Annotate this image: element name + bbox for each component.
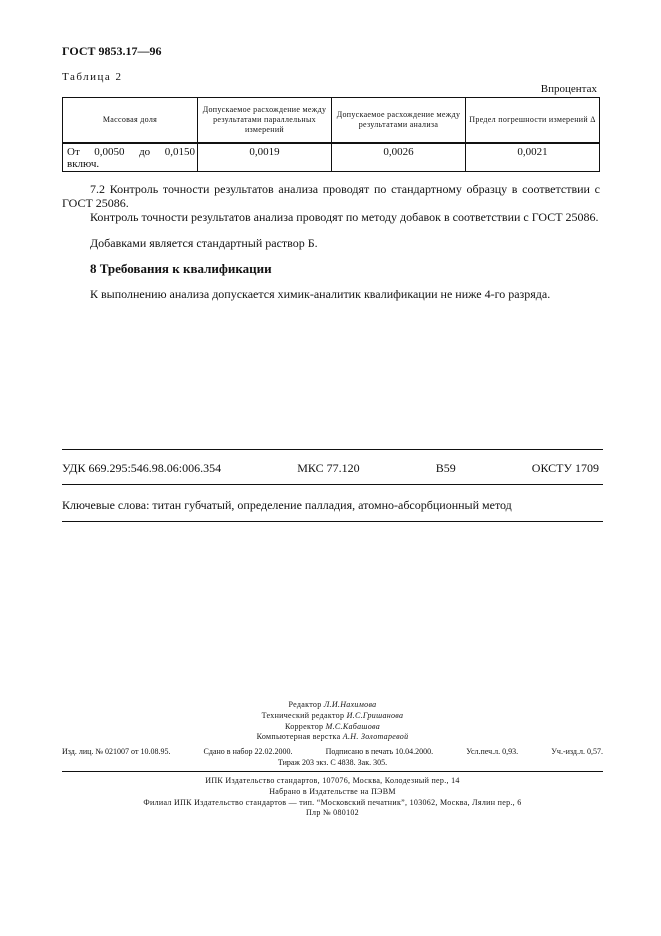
column-header: Предел погрешности измерений Δ: [466, 98, 600, 144]
publisher-address: ИПК Издательство стандартов, 107076, Москва, Колодезный пер., 14: [205, 776, 460, 785]
tolerance-table: [62, 97, 600, 172]
divider: [62, 449, 603, 450]
typeset-note: Набрано в Издательстве на ПЭВМ: [269, 787, 396, 796]
table-header-row: [63, 98, 600, 144]
divider: [62, 771, 603, 772]
classification-row: [62, 461, 599, 476]
print-run: Тираж 203 экз. С 4838. Зак. 305.: [277, 758, 388, 767]
paragraph-qualification: К выполнению анализа допускается химик-аналитик квалификации не ниже 4-го разряда.: [90, 287, 551, 301]
divider: [62, 521, 603, 522]
okstu-code: ОКСТУ 1709: [531, 461, 599, 475]
divider: [62, 484, 603, 485]
branch-address: Филиал ИПК Издательство стандартов — тип. “Московский печатник”, 103062, Москва, Лялин пер., 6: [143, 798, 522, 807]
imprint-corrector: Корректор М.С.Кабашова: [284, 722, 381, 731]
range-from-word: От: [67, 146, 80, 158]
table-cell: 0,0026: [332, 143, 466, 172]
section-heading: 8 Требования к квалификации: [90, 261, 272, 276]
column-header: Допускаемое расхождение между результатами анализа: [332, 98, 466, 144]
column-header: Допускаемое расхождение между результатами параллельных измерений: [198, 98, 332, 144]
range-to-word: до: [139, 146, 151, 158]
row-label: [63, 143, 198, 172]
table-units: Впроцентах: [540, 83, 597, 95]
imprint-layout: Компьютерная верстка А.Н. Золотаревой: [256, 732, 409, 741]
udc-code: УДК 669.295:546.98.06:006.354: [62, 461, 222, 475]
paragraph-additives: Добавками является стандартный раствор Б.: [90, 236, 318, 250]
imprint-editor: Редактор Л.И.Нахимова: [288, 700, 377, 709]
table-cell: 0,0019: [198, 143, 332, 172]
paragraph-7-2: 7.2 Контроль точности результатов анализа проводят по стандартному образцу в соответствии с ГОСТ 25086.: [62, 182, 600, 210]
table-row: [63, 143, 600, 172]
imprint-tech-editor: Технический редактор И.С.Гришанова: [261, 711, 404, 720]
range-inclusive: включ.: [67, 158, 100, 170]
range-to-value: 0,0150: [164, 146, 195, 158]
document-code: ГОСТ 9853.17—96: [62, 44, 162, 58]
mks-code: МКС 77.120: [297, 461, 360, 475]
plr-number: Плр № 080102: [305, 808, 359, 817]
table-cell: 0,0021: [466, 143, 600, 172]
column-header: Массовая доля: [63, 98, 198, 144]
group-code: В59: [435, 461, 456, 475]
keywords: Ключевые слова: титан губчатый, определение палладия, атомно-абсорбционный метод: [62, 498, 512, 512]
table-caption: Таблица 2: [62, 71, 123, 83]
range-from-value: 0,0050: [94, 146, 125, 158]
publication-data: Изд. лиц. № 021007 от 10.08.95. Сдано в набор 22.02.2000. Подписано в печать 10.04.2000. Усл.печ.л. 0,93. Уч.-изд.л. 0,57.: [62, 747, 603, 756]
paragraph-control: Контроль точности результатов анализа проводят по методу добавок в соответствии с ГОСТ 25086.: [90, 210, 599, 224]
